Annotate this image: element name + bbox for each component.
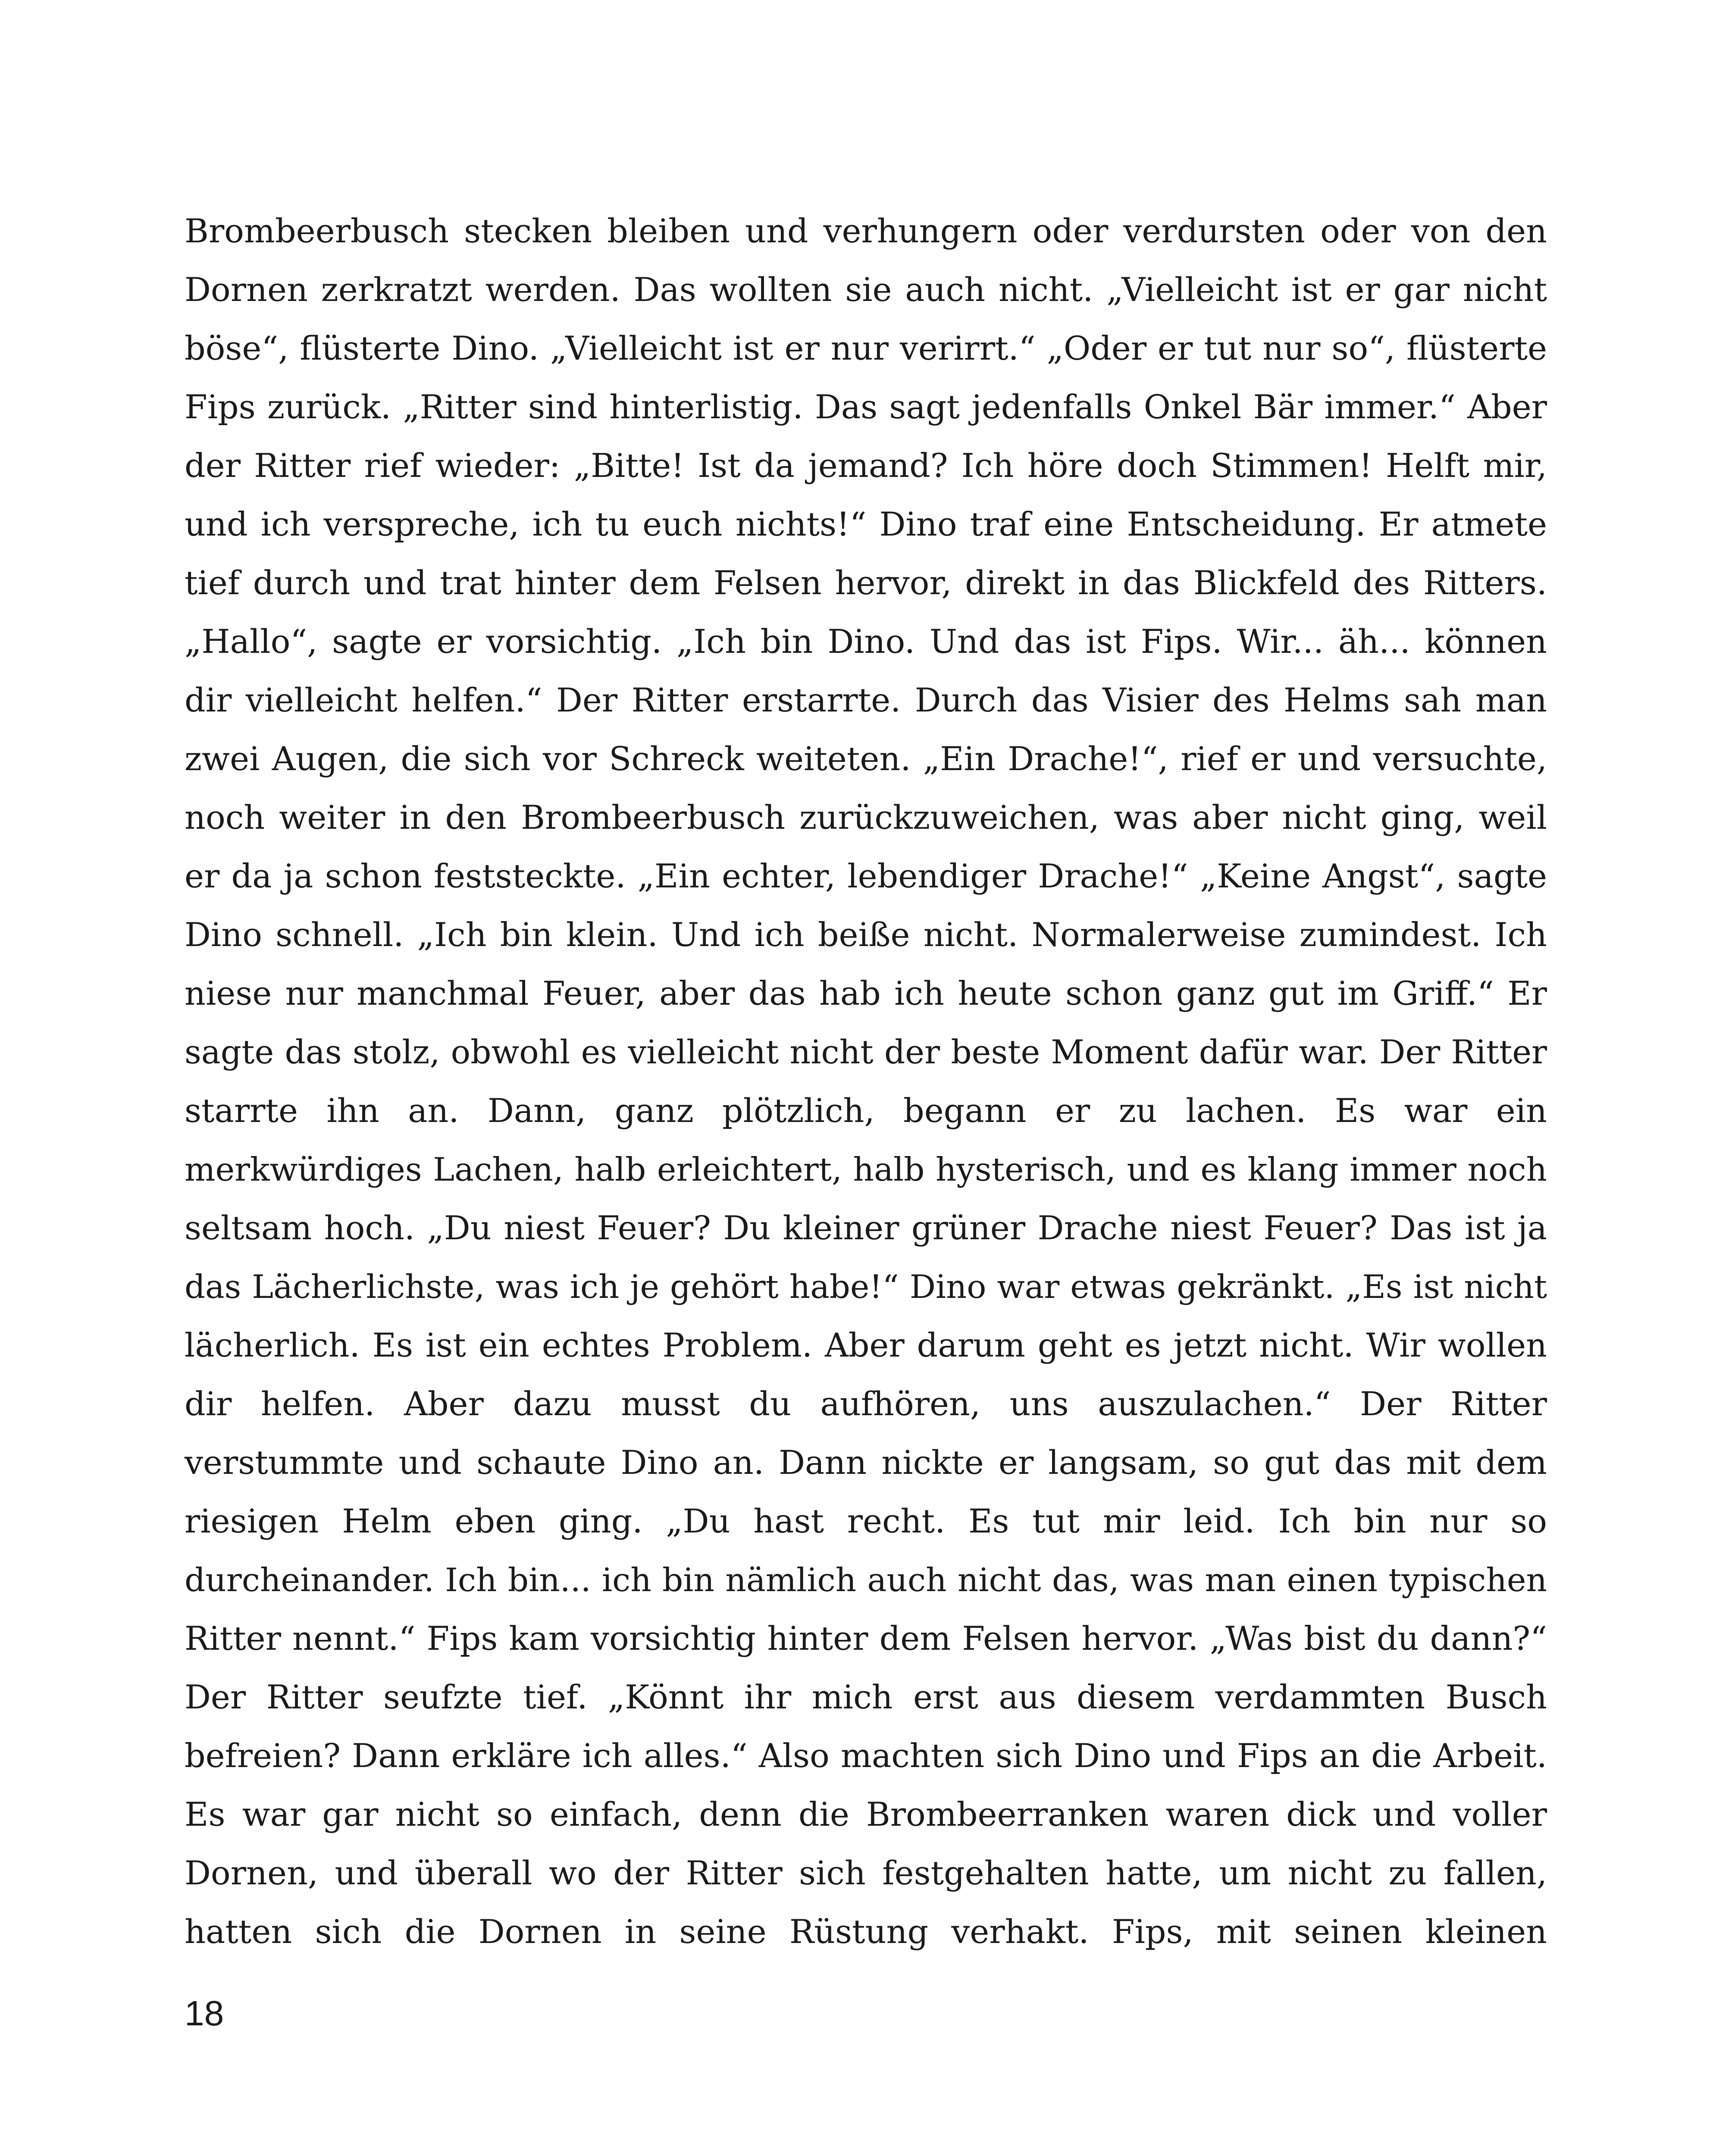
page-number: 18 [185,1994,224,2033]
text-line: dir helfen. Aber dazu musst du aufhören, uns auszulachen.“ Der Ritter [185,1385,1547,1423]
text-line: lächerlich. Es ist ein echtes Problem. Aber darum geht es jetzt nicht. Wir wollen [185,1326,1547,1364]
body-text [185,202,1547,1961]
text-line: Dornen, und überall wo der Ritter sich festgehalten hatte, um nicht zu fallen, [185,1854,1547,1892]
text-line: tief durch und trat hinter dem Felsen hervor, direkt in das Blickfeld des Ritters. [185,564,1547,602]
text-line: der Ritter rief wieder: „Bitte! Ist da jemand? Ich höre doch Stimmen! Helft mir, [185,446,1547,485]
text-line: das Lächerlichste, was ich je gehört habe!“ Dino war etwas gekränkt. „Es ist nicht [185,1268,1547,1306]
text-line: noch weiter in den Brombeerbusch zurückzuweichen, was aber nicht ging, weil [185,798,1547,837]
text-line: dir vielleicht helfen.“ Der Ritter erstarrte. Durch das Visier des Helms sah man [185,681,1547,719]
text-line: Dino schnell. „Ich bin klein. Und ich beiße nicht. Normalerweise zumindest. Ich [185,915,1547,954]
text-line: niese nur manchmal Feuer, aber das hab ich heute schon ganz gut im Griff.“ Er [185,974,1547,1012]
text-line: starrte ihn an. Dann, ganz plötzlich, begann er zu lachen. Es war ein [185,1091,1547,1130]
text-line: merkwürdiges Lachen, halb erleichtert, halb hysterisch, und es klang immer noch [185,1150,1547,1188]
text-line: „Hallo“, sagte er vorsichtig. „Ich bin Dino. Und das ist Fips. Wir... äh... können [185,622,1547,661]
text-line: Es war gar nicht so einfach, denn die Brombeerranken waren dick und voller [185,1795,1547,1833]
text-line: befreien? Dann erkläre ich alles.“ Also machten sich Dino und Fips an die Arbeit. [185,1736,1547,1775]
text-line: Der Ritter seufzte tief. „Könnt ihr mich erst aus diesem verdammten Busch [185,1678,1547,1716]
text-line: durcheinander. Ich bin... ich bin nämlich auch nicht das, was man einen typischen [185,1561,1547,1599]
text-line: hatten sich die Dornen in seine Rüstung verhakt. Fips, mit seinen kleinen [185,1912,1547,1951]
text-line: sagte das stolz, obwohl es vielleicht nicht der beste Moment dafür war. Der Ritter [185,1033,1547,1071]
text-line: riesigen Helm eben ging. „Du hast recht. Es tut mir leid. Ich bin nur so [185,1502,1547,1540]
text-line: Brombeerbusch stecken bleiben und verhungern oder verdursten oder von den [185,212,1547,250]
text-line: verstummte und schaute Dino an. Dann nickte er langsam, so gut das mit dem [185,1443,1547,1482]
text-line: zwei Augen, die sich vor Schreck weiteten. „Ein Drache!“, rief er und versuchte, [185,740,1547,778]
text-line: er da ja schon feststeckte. „Ein echter, lebendiger Drache!“ „Keine Angst“, sagte [185,857,1547,895]
text-line: seltsam hoch. „Du niest Feuer? Du kleiner grüner Drache niest Feuer? Das ist ja [185,1209,1547,1247]
text-line: Ritter nennt.“ Fips kam vorsichtig hinter dem Felsen hervor. „Was bist du dann?“ [185,1619,1547,1658]
text-line: böse“, flüsterte Dino. „Vielleicht ist er nur verirrt.“ „Oder er tut nur so“, flüsterte [185,329,1547,367]
text-line: Dornen zerkratzt werden. Das wollten sie auch nicht. „Vielleicht ist er gar nicht [185,270,1547,309]
text-line: und ich verspreche, ich tu euch nichts!“ Dino traf eine Entscheidung. Er atmete [185,505,1547,543]
text-line: Fips zurück. „Ritter sind hinterlistig. Das sagt jedenfalls Onkel Bär immer.“ Aber [185,388,1547,426]
